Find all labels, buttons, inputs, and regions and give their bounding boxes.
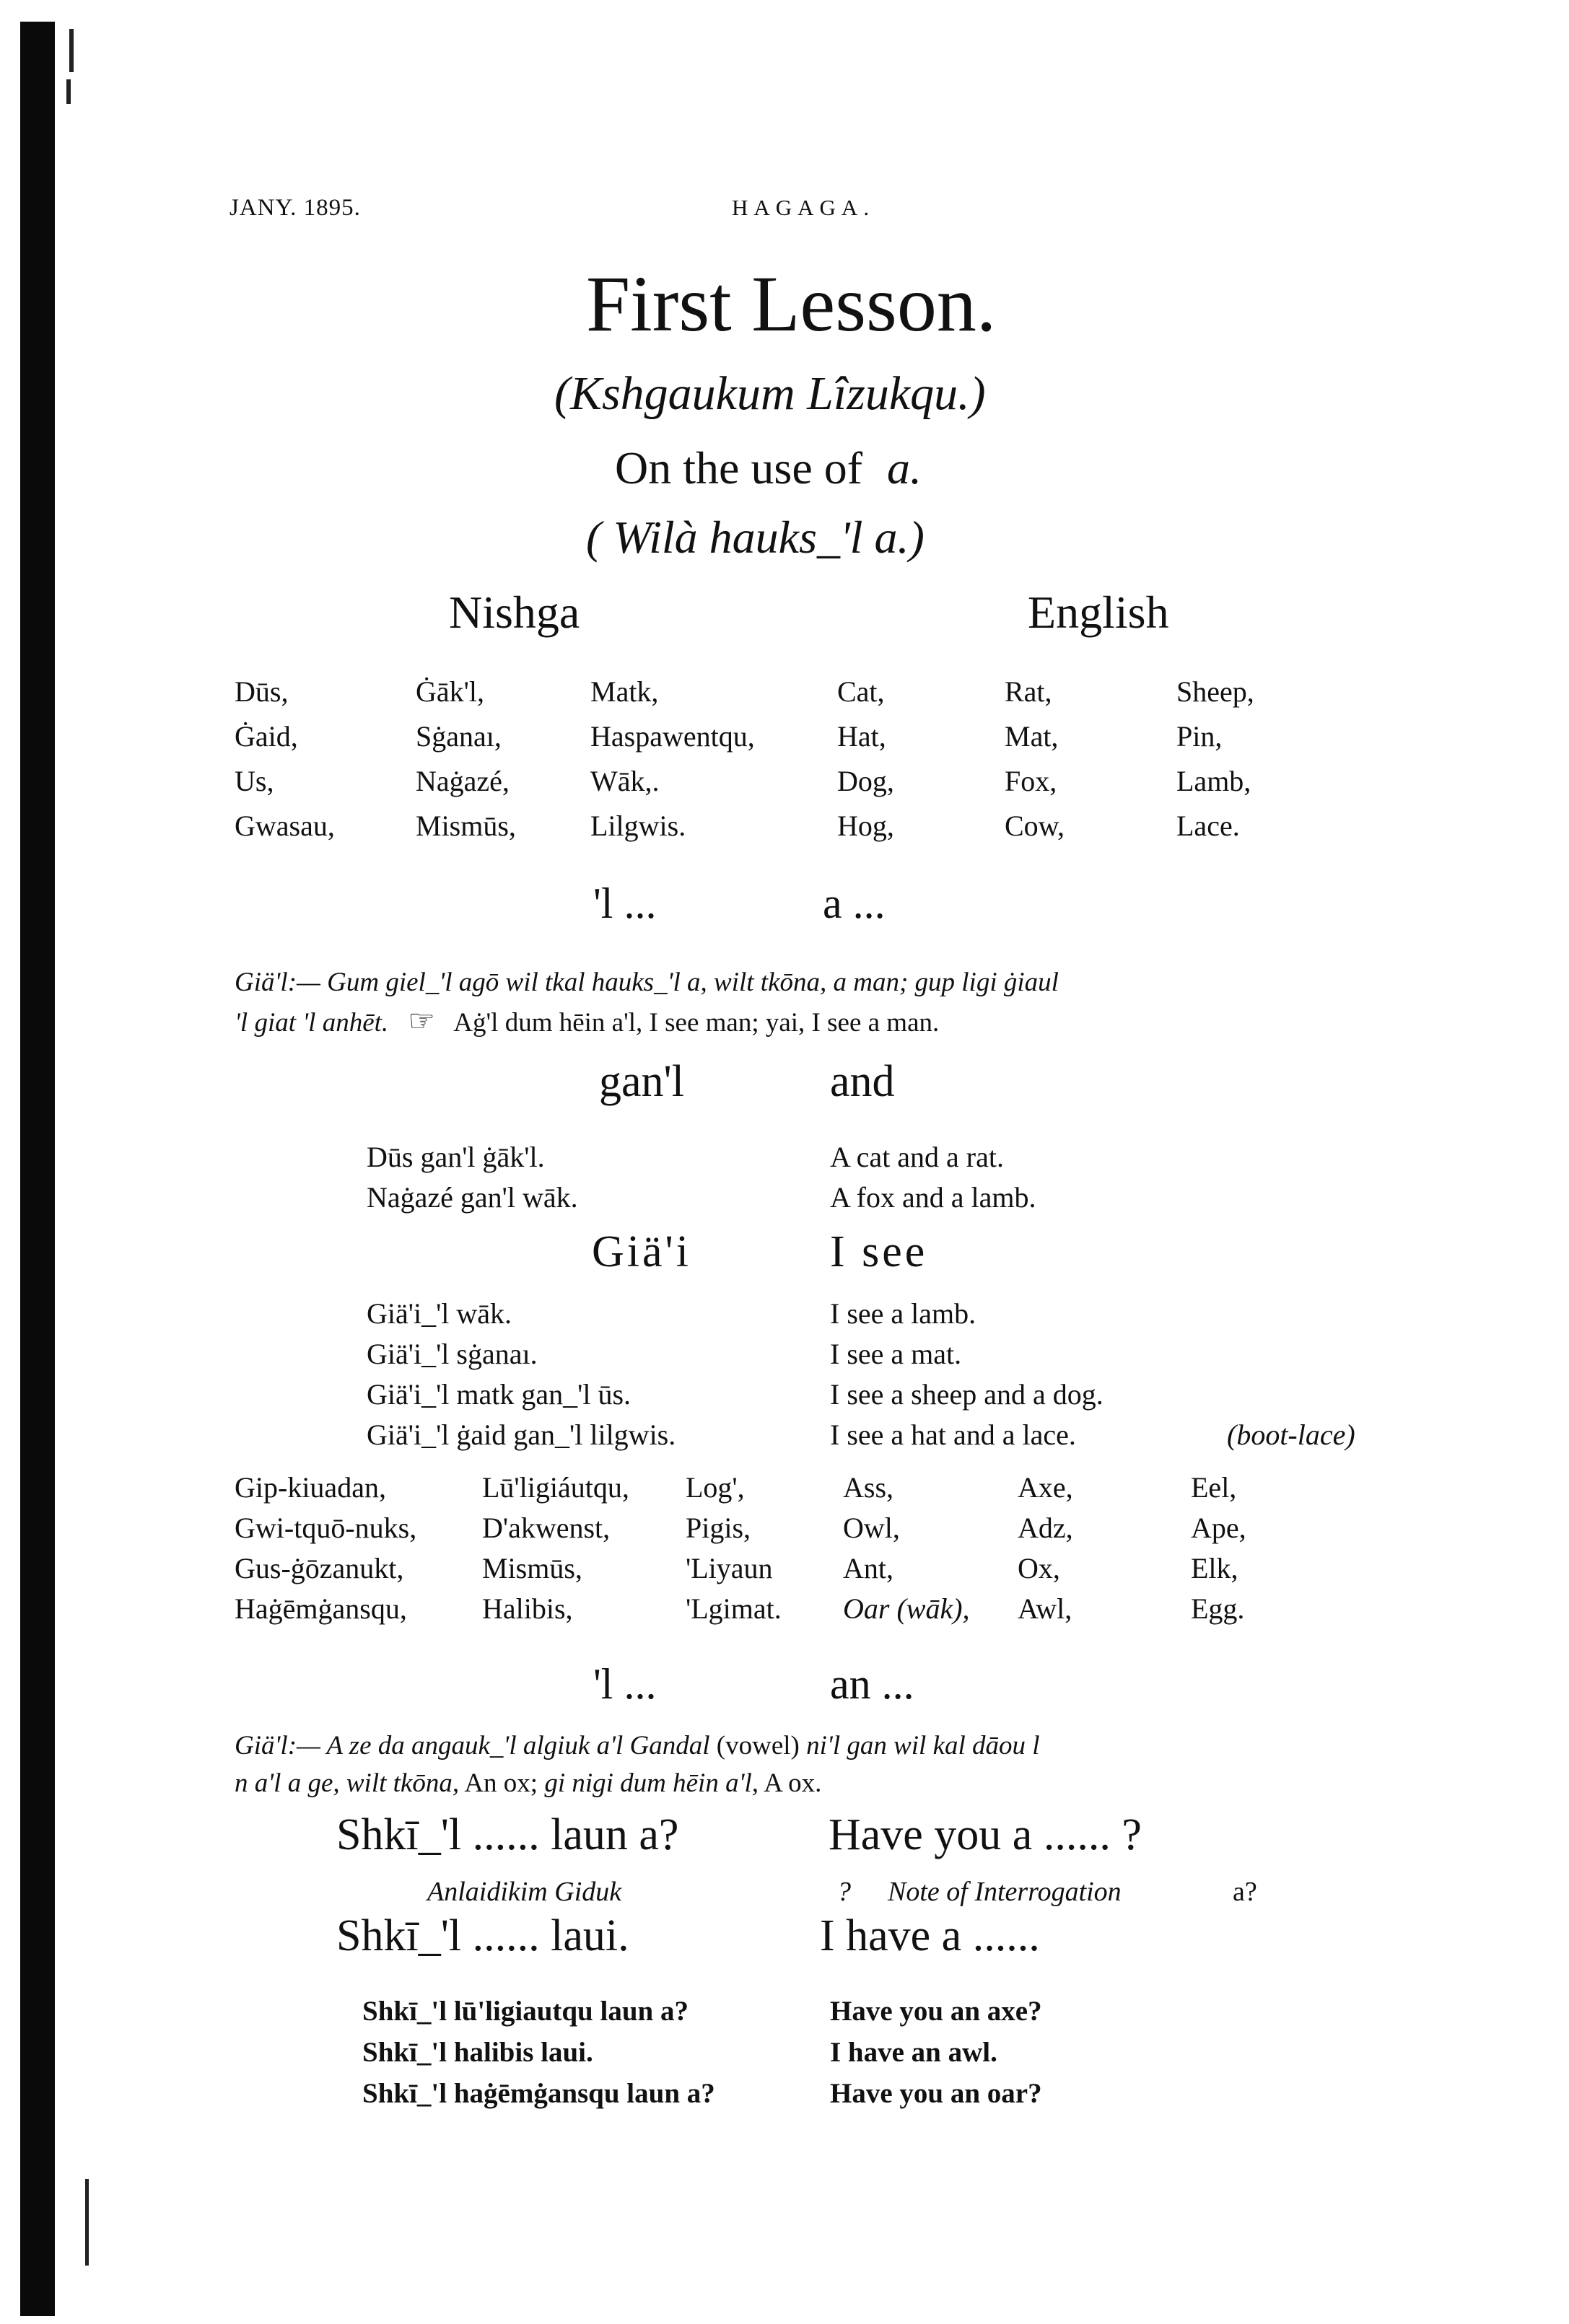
table-cell: Hat, xyxy=(837,720,886,753)
question-english: Have you a ...... ? xyxy=(829,1810,1142,1859)
example-english: Have you an oar? xyxy=(830,2078,1042,2109)
example-english: A fox and a lamb. xyxy=(830,1181,1036,1214)
pattern-right: an ... xyxy=(830,1660,914,1708)
table-cell: Wāk,. xyxy=(590,765,660,797)
example-row xyxy=(0,1180,1569,1224)
example-row xyxy=(0,2036,1569,2079)
table-cell: Elk, xyxy=(1191,1552,1238,1584)
table-cell: Ant, xyxy=(843,1552,893,1584)
note-italic: Giä'l:— Gum giel_'l agō wil tkal hauks_'l a, xyxy=(235,968,707,997)
interrogation-native: Anlaidikim Giduk xyxy=(427,1877,622,1907)
table-cell: Axe, xyxy=(1018,1471,1073,1504)
table-cell: Oar (wāk), xyxy=(843,1592,970,1625)
table-cell: Haspawentqu, xyxy=(590,720,755,753)
note-text: (vowel) xyxy=(716,1731,800,1760)
example-row xyxy=(0,1297,1569,1340)
example-native: Shkī_'l lū'ligiautqu laun a? xyxy=(362,1996,689,2027)
table-cell: Gwi-tquō-nuks, xyxy=(235,1512,417,1544)
table-cell: Adz, xyxy=(1018,1512,1073,1544)
interrogation-mark: ? xyxy=(837,1877,851,1907)
example-row xyxy=(0,1337,1569,1380)
table-cell: Hog, xyxy=(837,810,894,842)
table-cell: Mismūs, xyxy=(482,1552,582,1584)
table-cell: Dūs, xyxy=(235,675,289,708)
example-native: Giä'i_'l matk gan_'l ūs. xyxy=(367,1378,631,1411)
table-row xyxy=(0,719,1569,763)
note-italic: n a'l a ge, wilt tkōna, xyxy=(235,1768,460,1798)
table-cell: Rat, xyxy=(1005,675,1052,708)
table-row xyxy=(0,809,1569,852)
table-cell: D'akwenst, xyxy=(482,1512,611,1544)
table-cell: Pigis, xyxy=(686,1512,751,1544)
example-native: Dūs gan'l ġāk'l. xyxy=(367,1141,545,1173)
example-row xyxy=(0,1418,1569,1461)
edge-mark xyxy=(66,79,71,104)
table-cell: Us, xyxy=(235,765,274,797)
edge-mark xyxy=(69,29,74,72)
example-english: I have an awl. xyxy=(830,2037,997,2068)
table-cell: Gus-ġōzanukt, xyxy=(235,1552,404,1584)
table-cell: 'Lgimat. xyxy=(686,1592,782,1625)
topic-letter: a. xyxy=(887,442,922,494)
table-row xyxy=(0,1592,1569,1635)
table-cell: Eel, xyxy=(1191,1471,1237,1504)
note-italic: ni'l gan wil kal dāou l xyxy=(806,1731,1040,1760)
note-text: An ox; xyxy=(464,1768,538,1798)
topic-text: On the use of xyxy=(615,442,863,494)
note-line xyxy=(235,1730,1040,1761)
example-native: Naġazé gan'l wāk. xyxy=(367,1181,578,1214)
table-cell: Fox, xyxy=(1005,765,1057,797)
column-heading-english: English xyxy=(1028,587,1169,638)
note-italic: 'l giat 'l anhēt. xyxy=(235,1008,389,1038)
table-cell: Sheep, xyxy=(1176,675,1254,708)
example-row xyxy=(0,1140,1569,1183)
example-native: Giä'i_'l ġaid gan_'l lilgwis. xyxy=(367,1418,676,1451)
running-header-title: HAGAGA. xyxy=(732,195,875,220)
pattern-left: 'l ... xyxy=(593,880,657,927)
table-cell: Naġazé, xyxy=(416,765,510,797)
note-text: Aġ'l dum hēin a'l, I see man; yai, I see a man. xyxy=(453,1008,940,1038)
answer-native: Shkī_'l ...... laui. xyxy=(336,1911,629,1960)
table-cell: Ox, xyxy=(1018,1552,1060,1584)
section-heading-right: and xyxy=(830,1057,895,1106)
topic-native: ( Wilà hauks_'l a.) xyxy=(586,512,925,563)
table-cell: Gip-kiuadan, xyxy=(235,1471,386,1504)
table-cell: Ġāk'l, xyxy=(416,675,484,708)
column-heading-nishga: Nishga xyxy=(449,587,580,638)
example-english: Have you an axe? xyxy=(830,1996,1042,2027)
table-cell: Lamb, xyxy=(1176,765,1251,797)
table-cell: Ape, xyxy=(1191,1512,1246,1544)
note-italic: Giä'l:— A ze da angauk_'l algiuk a'l Gandal xyxy=(235,1731,710,1760)
table-cell: 'Liyaun xyxy=(686,1552,773,1584)
table-row xyxy=(0,1470,1569,1514)
table-cell: Dog, xyxy=(837,765,894,797)
table-cell: Ġaid, xyxy=(235,720,298,753)
note-text: A ox. xyxy=(764,1768,822,1798)
edge-mark xyxy=(85,2179,89,2266)
example-note: (boot-lace) xyxy=(1227,1418,1355,1451)
answer-english: I have a ...... xyxy=(820,1911,1040,1960)
example-english: A cat and a rat. xyxy=(830,1141,1004,1173)
example-row xyxy=(0,1995,1569,2038)
question-native: Shkī_'l ...... laun a? xyxy=(336,1810,679,1859)
note-line xyxy=(235,1003,939,1039)
table-row xyxy=(0,675,1569,718)
note-text: wilt tkōna, a man; gup ligi ġiaul xyxy=(714,968,1059,997)
table-cell: Matk, xyxy=(590,675,659,708)
table-row xyxy=(0,1551,1569,1595)
example-row xyxy=(0,2077,1569,2121)
section-heading-left: gan'l xyxy=(599,1057,684,1106)
pointing-hand-icon: ☞ xyxy=(408,1005,436,1038)
page-subtitle: (Kshgaukum Lîzukqu.) xyxy=(554,367,986,420)
table-row xyxy=(0,764,1569,807)
table-cell: Ass, xyxy=(843,1471,894,1504)
table-cell: Haġēmġansqu, xyxy=(235,1592,407,1625)
note-line xyxy=(235,1768,821,1799)
table-cell: Cat, xyxy=(837,675,885,708)
example-native: Giä'i_'l sġanaı. xyxy=(367,1338,538,1370)
example-english: I see a mat. xyxy=(830,1338,962,1370)
table-cell: Lū'ligiáutqu, xyxy=(482,1471,629,1504)
interrogation-a: a? xyxy=(1233,1877,1257,1907)
topic-line xyxy=(615,442,922,495)
note-line xyxy=(235,967,1059,998)
interrogation-label: Note of Interrogation xyxy=(888,1877,1122,1907)
example-english: I see a hat and a lace. xyxy=(830,1418,1076,1451)
example-row xyxy=(0,1377,1569,1421)
pattern-right: a ... xyxy=(823,880,886,927)
example-english: I see a lamb. xyxy=(830,1297,976,1330)
table-cell: Halibis, xyxy=(482,1592,573,1625)
table-cell: Sġanaı, xyxy=(416,720,502,753)
example-native: Giä'i_'l wāk. xyxy=(367,1297,512,1330)
running-header-date: JANY. 1895. xyxy=(230,195,361,221)
example-english: I see a sheep and a dog. xyxy=(830,1378,1103,1411)
table-cell: Lace. xyxy=(1176,810,1240,842)
example-native: Shkī_'l halibis laui. xyxy=(362,2037,593,2068)
section-heading-left: Giä'i xyxy=(592,1227,691,1276)
table-cell: Egg. xyxy=(1191,1592,1245,1625)
table-cell: Cow, xyxy=(1005,810,1065,842)
table-row xyxy=(0,1511,1569,1554)
table-cell: Pin, xyxy=(1176,720,1223,753)
section-heading-right: I see xyxy=(830,1227,928,1276)
example-native: Shkī_'l haġēmġansqu laun a? xyxy=(362,2078,715,2109)
table-cell: Awl, xyxy=(1018,1592,1072,1625)
page-title: First Lesson. xyxy=(586,260,997,348)
note-italic: gi nigi dum hēin a'l, xyxy=(544,1768,759,1798)
pattern-left: 'l ... xyxy=(593,1660,657,1708)
table-cell: Owl, xyxy=(843,1512,900,1544)
table-cell: Lilgwis. xyxy=(590,810,686,842)
table-cell: Mat, xyxy=(1005,720,1059,753)
table-cell: Gwasau, xyxy=(235,810,335,842)
table-cell: Log', xyxy=(686,1471,745,1504)
table-cell: Mismūs, xyxy=(416,810,516,842)
